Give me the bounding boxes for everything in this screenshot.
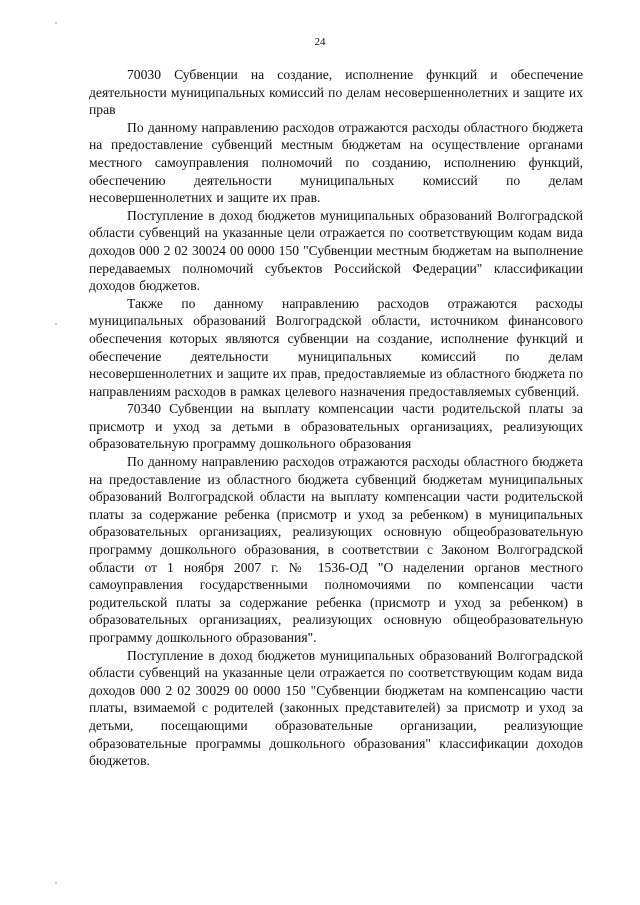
page-number: 24 (314, 36, 326, 48)
paragraph-expenses-70340: По данному направлению расходов отражаются расходы областного бюджета на предоставление из областного бюджета субвенций бюджетам муниципальных образований Волгоградской области на выплату компенсации части родительской платы за содержание ребенка (присмотр и уход за ребенком) в муниципальных образовательных организациях, реализующих основную общеобразовательную программу дошкольного образования, в соответствии с Законом Волгоградской области от 1 ноября 2007 г. № 1536-ОД "О наделении органов местного самоуправления государственными полномочиями по компенсации части родительской платы за содержание ребенка (присмотр и уход за ребенком) в образовательных организациях, реализующих основную общеобразовательную программу дошкольного образования". (89, 454, 583, 645)
scan-artifact (55, 882, 57, 884)
paragraph-expenses-70030: По данному направлению расходов отражаются расходы областного бюджета на предоставление субвенций местным бюджетам на осуществление органами местного самоуправления полномочий по созданию, исполнению функций, обеспечению деятельности муниципальных комиссий по делам несовершеннолетних и защите их прав. (89, 119, 583, 206)
section-heading-70340: 70340 Субвенции на выплату компенсации части родительской платы за присмотр и уход за детьми в образовательных организациях, реализующих образовательную программу дошкольного образования (89, 401, 583, 452)
paragraph-revenue-70030: Поступление в доход бюджетов муниципальных образований Волгоградской области субвенций на указанные цели отражается по соответствующим кодам вида доходов 000 2 02 30024 00 0000 150 "Субвенции местным бюджетам на выполнение передаваемых полномочий субъектов Российской Федерации" классификации доходов бюджетов. (89, 207, 583, 294)
paragraph-municipal-70030: Также по данному направлению расходов отражаются расходы муниципальных образований Волгоградской области, источником финансового обеспечения которых являются субвенции на создание, исполнение функций и обеспечение деятельности муниципальных комиссий по делам несовершеннолетних и защите их прав, предоставляемые из областного бюджета по направлениям расходов в рамках целевого назначения предоставляемых субвенций. (89, 295, 583, 399)
document-body (89, 66, 583, 770)
paragraph-revenue-70340: Поступление в доход бюджетов муниципальных образований Волгоградской области субвенций на указанные цели отражается по соответствующим кодам вида доходов 000 2 02 30029 00 0000 150 "Субвенции бюджетам на компенсацию части платы, взимаемой с родителей (законных представителей) за присмотр и уход за детьми, посещающими образовательные организации, реализующие образовательные программы дошкольного образования" классификации доходов бюджетов. (89, 647, 583, 769)
scan-artifact (55, 22, 57, 24)
section-heading-70030: 70030 Субвенции на создание, исполнение функций и обеспечение деятельности муниципальных комиссий по делам несовершеннолетних и защите их прав (89, 67, 583, 118)
scan-artifact (55, 323, 57, 325)
